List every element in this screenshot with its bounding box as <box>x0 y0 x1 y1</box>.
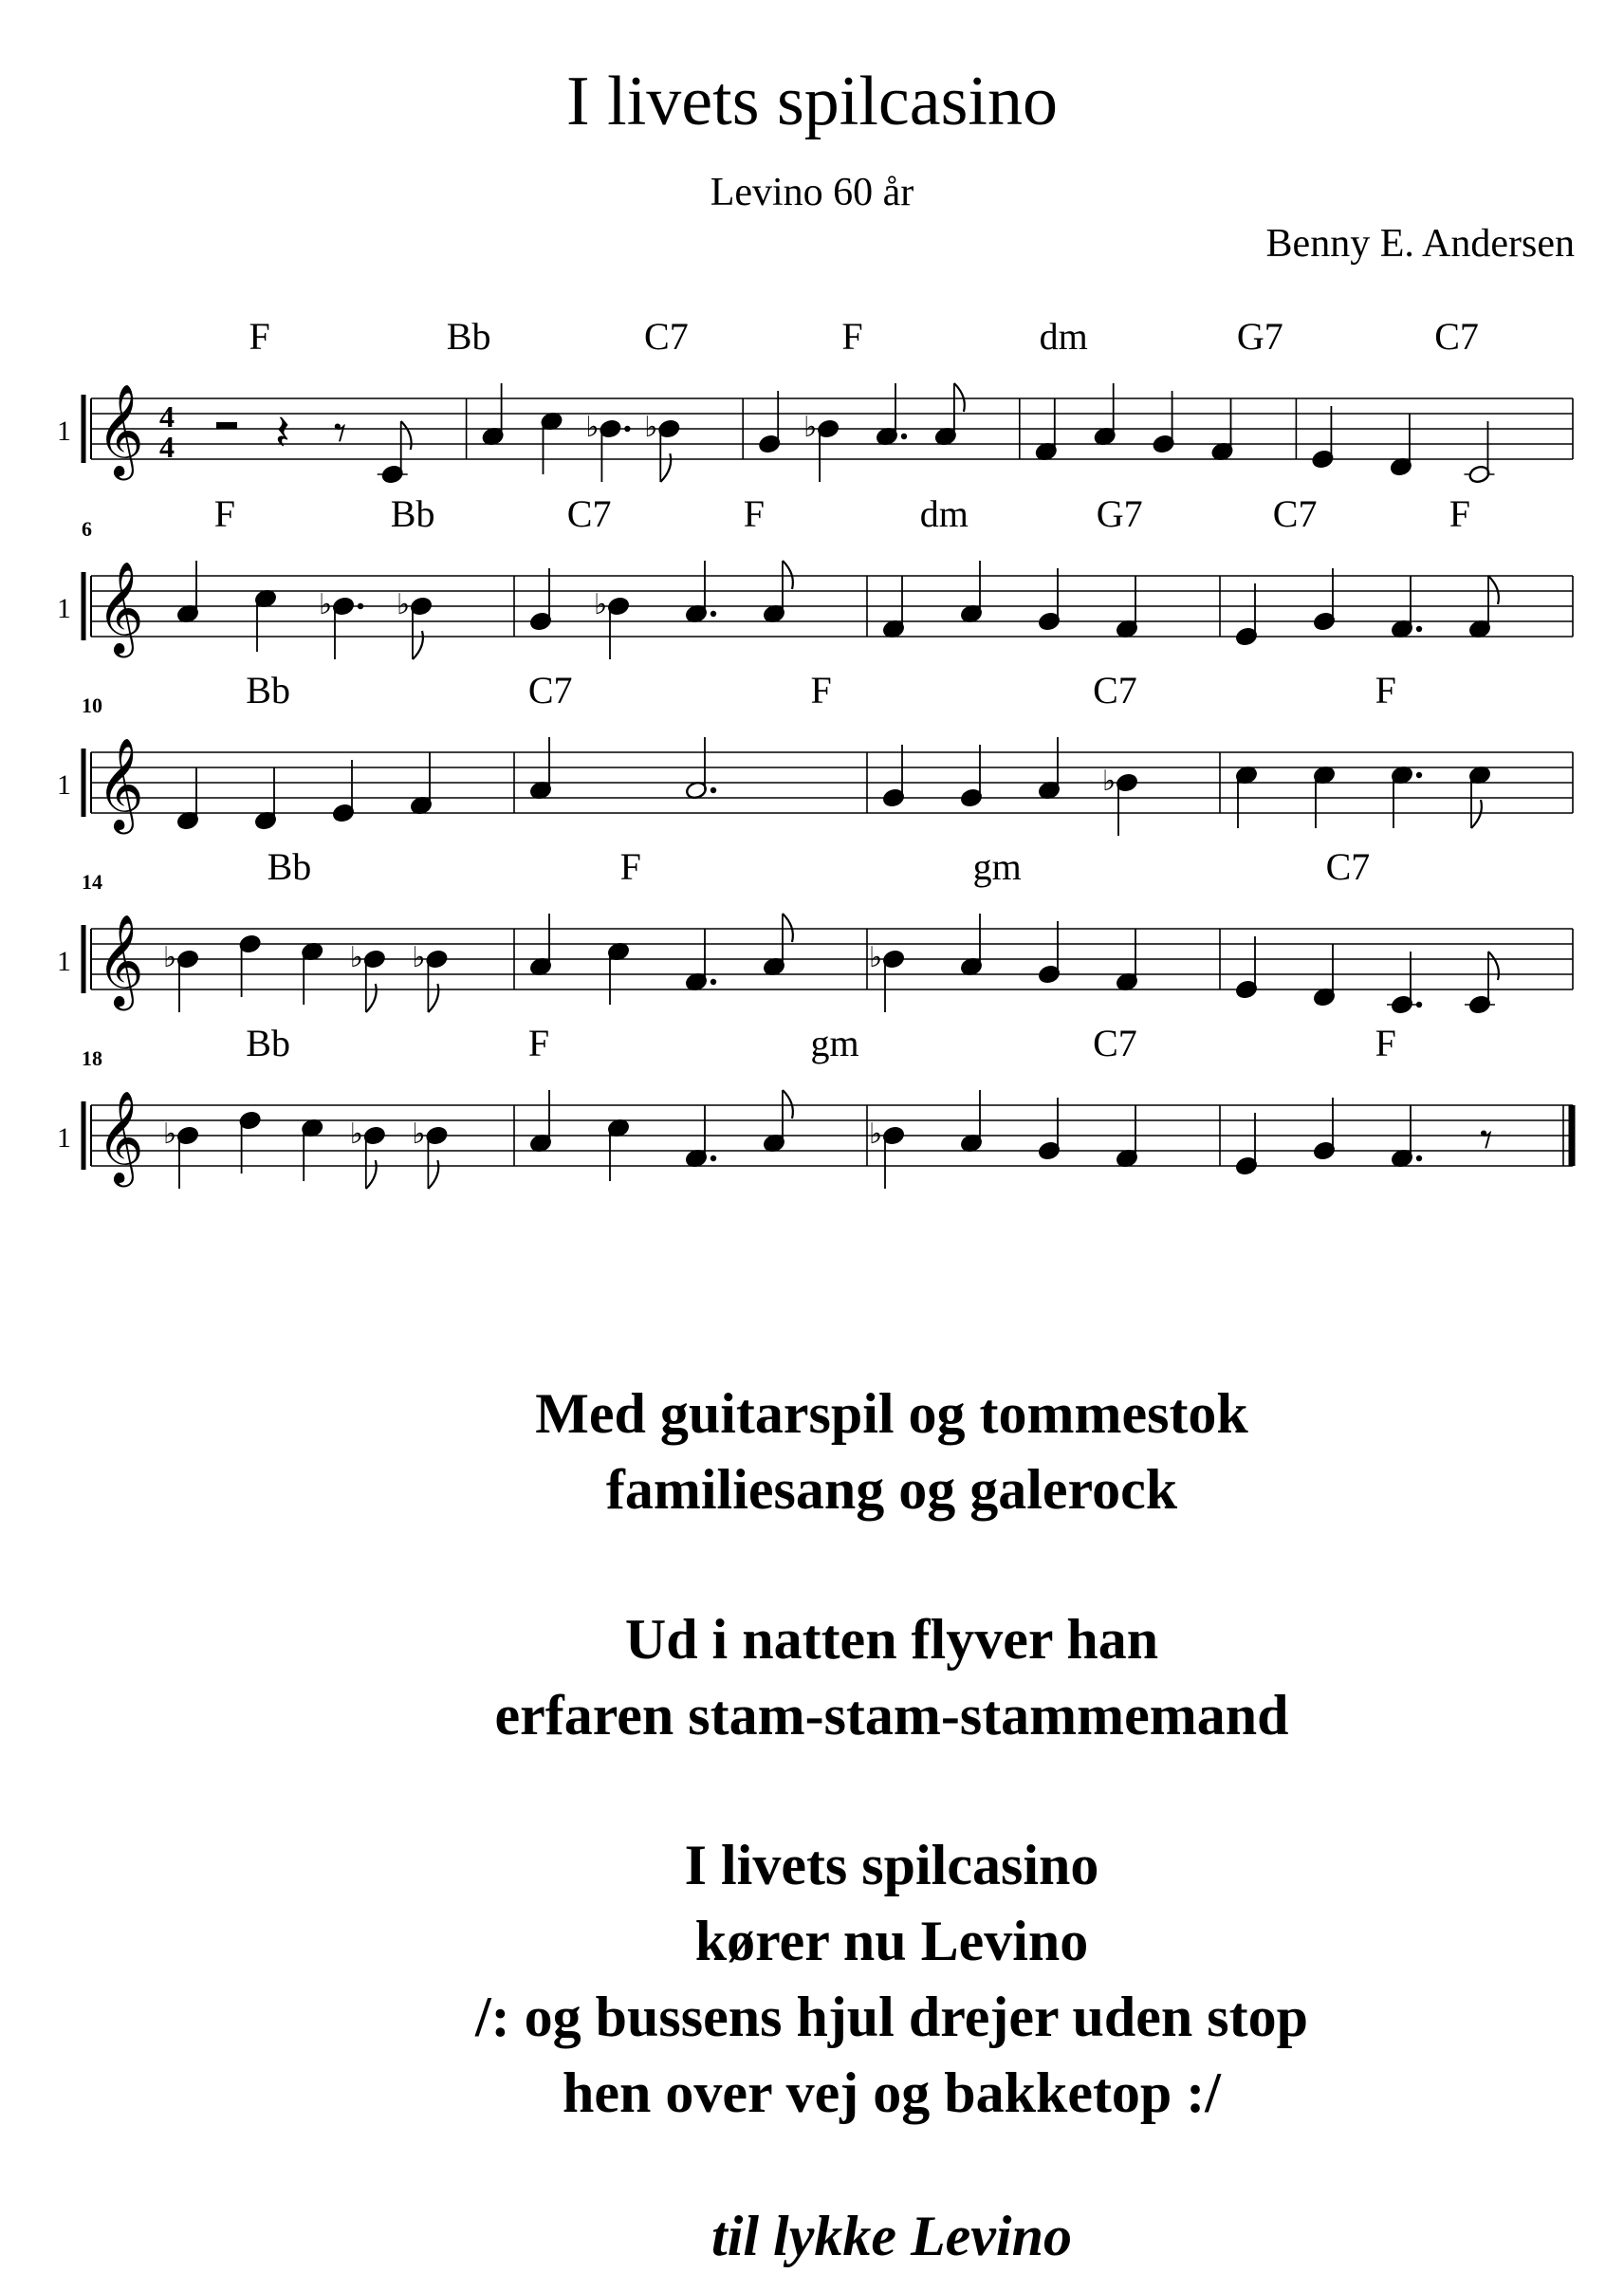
chord-symbol: C7 <box>1093 1022 1137 1064</box>
chord-symbol: gm <box>810 1022 859 1064</box>
time-signature-bottom: 4 <box>159 430 175 464</box>
chord-symbol: G7 <box>1096 492 1143 535</box>
staff-number: 1 <box>57 769 71 801</box>
augmentation-dot <box>710 979 716 985</box>
chord-symbol: C7 <box>1325 845 1371 888</box>
chord-symbol: F <box>810 669 832 712</box>
treble-clef-icon: 𝄞 <box>97 1094 144 1182</box>
lyrics-stanza <box>237 1601 1546 1753</box>
chord-symbol: F <box>213 492 236 535</box>
lyric-line: Med guitarspil og tommestok <box>535 1382 1248 1445</box>
flat-sign: ♭ <box>803 412 818 443</box>
chord-symbol: G7 <box>1236 315 1283 358</box>
note-flag <box>783 561 793 589</box>
staff-number: 1 <box>57 593 71 624</box>
song-subtitle: Levino 60 år <box>710 171 914 214</box>
chord-symbol: C7 <box>1272 492 1318 535</box>
chord-symbol: C7 <box>1093 669 1137 712</box>
augmentation-dot <box>1416 772 1422 778</box>
song-title: I livets spilcasino <box>566 63 1058 140</box>
lyrics <box>237 1376 1546 2205</box>
lyric-line: I livets spilcasino <box>684 1834 1099 1896</box>
eighth-rest: 𝄾 <box>1480 1114 1493 1168</box>
chord-symbol: C7 <box>527 669 573 712</box>
augmentation-dot <box>710 611 716 617</box>
chord-symbol: F <box>743 492 766 535</box>
lyric-line: hen over vej og bakketop :/ <box>563 2061 1221 2124</box>
chord-symbol: Bb <box>446 315 491 358</box>
chord-symbol: Bb <box>267 845 312 888</box>
note-flag <box>1471 800 1482 828</box>
staff-system <box>83 737 1573 836</box>
chord-symbol: C7 <box>644 315 689 358</box>
lyric-line: familiesang og galerock <box>605 1458 1178 1521</box>
lyrics-stanza <box>237 1376 1546 1527</box>
flat-sign: ♭ <box>594 589 608 620</box>
lyric-line: erfaren stam-stam-stammemand <box>494 1684 1289 1747</box>
measure-number: 14 <box>82 870 102 894</box>
note-flag <box>366 984 377 1012</box>
staff-system <box>83 1090 1573 1189</box>
staff-number: 1 <box>57 946 71 977</box>
chord-symbol: F <box>1375 1022 1396 1064</box>
quarter-rest: 𝄽 <box>274 407 290 461</box>
chord-symbol: gm <box>972 845 1022 888</box>
flat-sign: ♭ <box>397 589 411 620</box>
treble-clef-icon: 𝄞 <box>97 917 144 1006</box>
staff-number: 1 <box>57 1122 71 1154</box>
chord-symbol: C7 <box>1434 315 1479 358</box>
lyric-line: /: og bussens hjul drejer uden stop <box>475 1986 1308 2048</box>
augmentation-dot <box>901 434 907 439</box>
flat-sign: ♭ <box>163 942 177 973</box>
flat-sign: ♭ <box>585 412 600 443</box>
measure-number: 18 <box>82 1046 102 1070</box>
note-flag <box>1488 576 1499 604</box>
augmentation-dot <box>710 787 716 793</box>
staff-system <box>83 561 1573 659</box>
chord-symbol: F <box>619 845 641 888</box>
staff-system <box>83 914 1573 1014</box>
flat-sign: ♭ <box>412 942 426 973</box>
lyric-line: kører nu Levino <box>694 1910 1089 1972</box>
chord-symbol: dm <box>1039 315 1088 358</box>
lyric-line: Ud i natten flyver han <box>624 1608 1159 1671</box>
measure-number: 6 <box>82 517 92 541</box>
augmentation-dot <box>1416 626 1422 632</box>
measure-number: 10 <box>82 693 102 717</box>
note-flag <box>660 453 671 482</box>
treble-clef-icon: 𝄞 <box>97 741 144 829</box>
lyrics-stanza <box>237 1827 1546 2131</box>
eighth-rest: 𝄾 <box>333 407 347 461</box>
note-flag <box>428 984 438 1012</box>
chord-symbol: F <box>841 315 863 358</box>
chord-symbol: Bb <box>246 1022 290 1064</box>
note-flag <box>413 631 423 659</box>
flat-sign: ♭ <box>1102 766 1116 797</box>
treble-clef-icon: 𝄞 <box>97 564 144 653</box>
treble-clef-icon: 𝄞 <box>97 387 144 475</box>
note-flag <box>954 383 965 412</box>
composer-credit: Benny E. Andersen <box>1265 222 1575 266</box>
augmentation-dot <box>358 603 363 609</box>
chord-symbol: F <box>1375 669 1396 712</box>
flat-sign: ♭ <box>163 1118 177 1150</box>
augmentation-dot <box>1416 1002 1422 1007</box>
staff-number: 1 <box>57 416 71 447</box>
note-flag <box>428 1160 438 1189</box>
flat-sign: ♭ <box>869 942 883 973</box>
time-signature-top: 4 <box>159 399 175 434</box>
flat-sign: ♭ <box>319 589 333 620</box>
augmentation-dot <box>710 1155 716 1161</box>
closing-greeting: til lykke Levino <box>711 2205 1072 2267</box>
chord-symbol: F <box>1449 492 1471 535</box>
chord-symbol: dm <box>919 492 969 535</box>
note-flag <box>366 1160 377 1189</box>
flat-sign: ♭ <box>869 1118 883 1150</box>
chord-symbol: C7 <box>566 492 612 535</box>
flat-sign: ♭ <box>349 1118 363 1150</box>
augmentation-dot <box>1416 1155 1422 1161</box>
chord-symbol: Bb <box>390 492 435 535</box>
chord-symbol: Bb <box>246 669 290 712</box>
note-flag <box>1488 952 1499 980</box>
half-rest <box>216 422 237 429</box>
note-flag <box>401 421 412 450</box>
flat-sign: ♭ <box>349 942 363 973</box>
note-flag <box>783 914 793 942</box>
note-flag <box>783 1090 793 1118</box>
chord-symbol: F <box>249 315 270 358</box>
chord-symbol: F <box>527 1022 550 1064</box>
staff-system <box>83 383 1573 484</box>
flat-sign: ♭ <box>412 1118 426 1150</box>
flat-sign: ♭ <box>644 412 658 443</box>
augmentation-dot <box>624 426 630 432</box>
